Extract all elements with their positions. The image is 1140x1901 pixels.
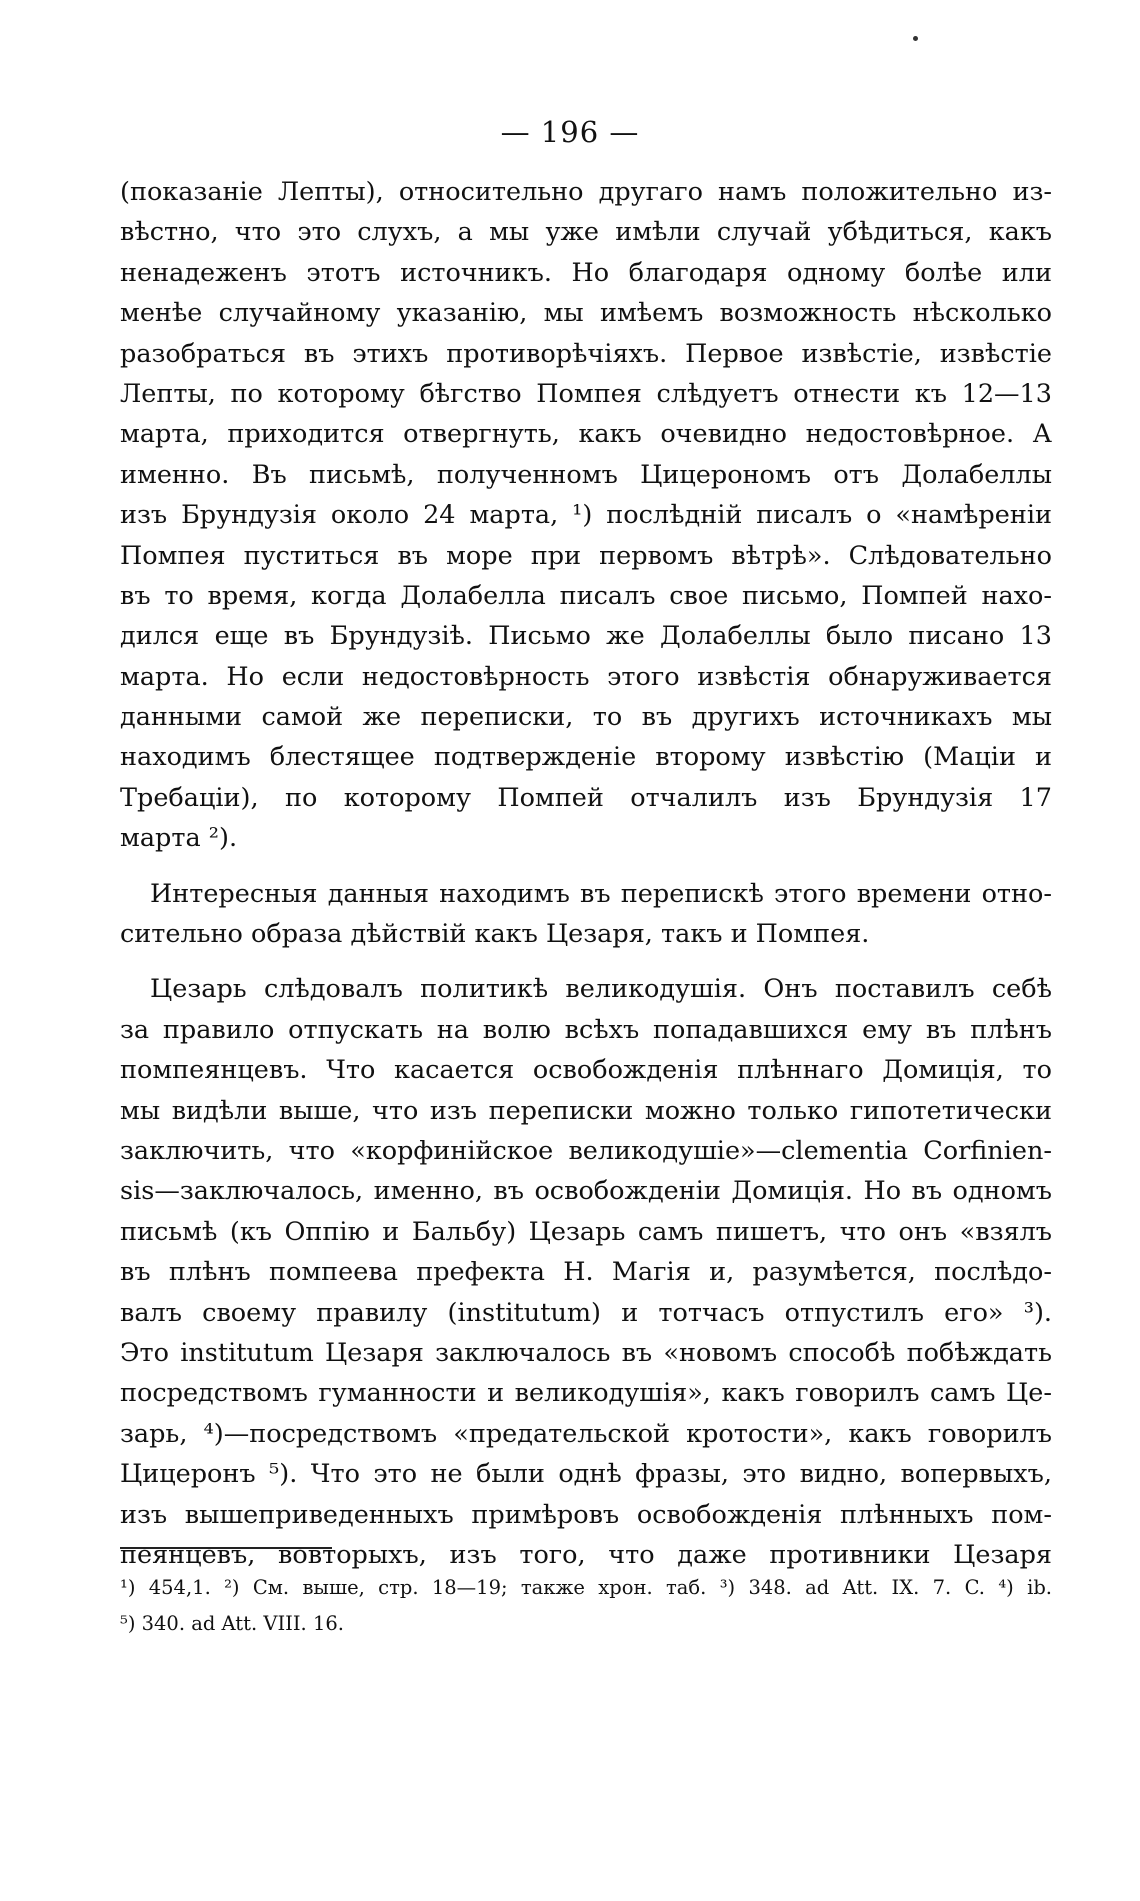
text-line: разобраться въ этихъ противорѣчіяхъ. Первое извѣстіе, извѣстіе xyxy=(120,338,1052,369)
text-line: менѣе случайному указанію, мы имѣемъ возможность нѣсколько xyxy=(120,298,1052,329)
text-line: Интересныя данныя находимъ въ перепискѣ этого времени отно- xyxy=(150,878,1052,909)
text-line: Это institutum Цезаря заключалось въ «новомъ способѣ побѣждать xyxy=(120,1337,1052,1368)
text-line: посредствомъ гуманности и великодушія», какъ говорилъ самъ Це- xyxy=(120,1378,1052,1409)
text-line: sis—заключалось, именно, въ освобожденіи Домиція. Но въ одномъ xyxy=(120,1176,1052,1207)
text-line: пеянцевъ, вовторыхъ, изъ того, что даже противники Цезаря xyxy=(120,1539,1052,1570)
text-line: ненадеженъ этотъ источникъ. Но благодаря одному болѣе или xyxy=(120,257,1052,288)
text-line: Цезарь слѣдовалъ политикѣ великодушія. Онъ поставилъ себѣ xyxy=(150,974,1052,1005)
text-line: именно. Въ письмѣ, полученномъ Цицерономъ отъ Долабеллы xyxy=(120,459,1052,490)
text-line: (показаніе Лепты), относительно другаго намъ положительно из- xyxy=(120,177,1052,207)
text-line: помпеянцевъ. Что касается освобожденія плѣннаго Домиція, то xyxy=(120,1055,1052,1086)
footnote-divider xyxy=(120,1547,332,1549)
footnote-line: ¹) 454,1. ²) См. выше, стр. 18—19; также хрон. таб. ³) 348. ad Att. IX. 7. C. ⁴) ib. xyxy=(120,1576,1052,1599)
text-line: валъ своему правилу (institutum) и тотчасъ отпустилъ его» ³). xyxy=(120,1297,1052,1328)
text-line: сительно образа дѣйствій какъ Цезаря, такъ и Помпея. xyxy=(120,919,870,950)
text-line: Цицеронъ ⁵). Что это не были однѣ фразы, это видно, вопервыхъ, xyxy=(120,1459,1052,1490)
text-line: за правило отпускать на волю всѣхъ попадавшихся ему въ плѣнъ xyxy=(120,1014,1052,1045)
text-line: Лепты, по которому бѣгство Помпея слѣдуетъ отнести къ 12—13 xyxy=(120,378,1052,409)
text-line: зарь, ⁴)—посредствомъ «предательской кротости», какъ говорилъ xyxy=(120,1418,1052,1449)
text-line: вѣстно, что это слухъ, а мы уже имѣли случай убѣдиться, какъ xyxy=(120,217,1052,248)
text-line: изъ Брундузія около 24 марта, ¹) послѣдній писалъ о «намѣреніи xyxy=(120,500,1052,531)
text-line: данными самой же переписки, то въ другихъ источникахъ мы xyxy=(120,702,1052,733)
text-line: въ то время, когда Долабелла писалъ свое письмо, Помпей нахо- xyxy=(120,580,1052,611)
text-line: въ плѣнъ помпеева префекта Н. Магія и, разумѣется, послѣдо- xyxy=(120,1257,1052,1288)
text-line: марта ²). xyxy=(120,823,238,854)
footnotes xyxy=(120,1570,1052,1642)
text-line: письмѣ (къ Оппію и Бальбу) Цезарь самъ пишетъ, что онъ «взялъ xyxy=(120,1216,1052,1247)
text-line: находимъ блестящее подтвержденіе второму извѣстію (Маціи и xyxy=(120,742,1052,773)
text-line: дился еще въ Брундузіѣ. Письмо же Долабеллы было писано 13 xyxy=(120,621,1052,652)
page-number: — 196 — xyxy=(500,115,640,149)
text-line: марта. Но если недостовѣрность этого извѣстія обнаруживается xyxy=(120,661,1052,692)
text-line: Помпея пуститься въ море при первомъ вѣтрѣ». Слѣдовательно xyxy=(120,540,1052,571)
text-line: заключить, что «корфинійское великодушіе»—clementia Corfinien- xyxy=(120,1135,1052,1166)
body-text xyxy=(120,172,1052,1575)
footnote-line: ⁵) 340. ad Att. VIII. 16. xyxy=(120,1612,344,1635)
text-line: мы видѣли выше, что изъ переписки можно только гипотетически xyxy=(120,1095,1052,1126)
text-line: марта, приходится отвергнуть, какъ очевидно недостовѣрное. А xyxy=(120,419,1052,450)
text-line: изъ вышеприведенныхъ примѣровъ освобожденія плѣнныхъ пом- xyxy=(120,1499,1052,1530)
speck-mark xyxy=(913,36,918,41)
text-line: Требаціи), по которому Помпей отчалилъ изъ Брундузія 17 xyxy=(120,782,1052,813)
